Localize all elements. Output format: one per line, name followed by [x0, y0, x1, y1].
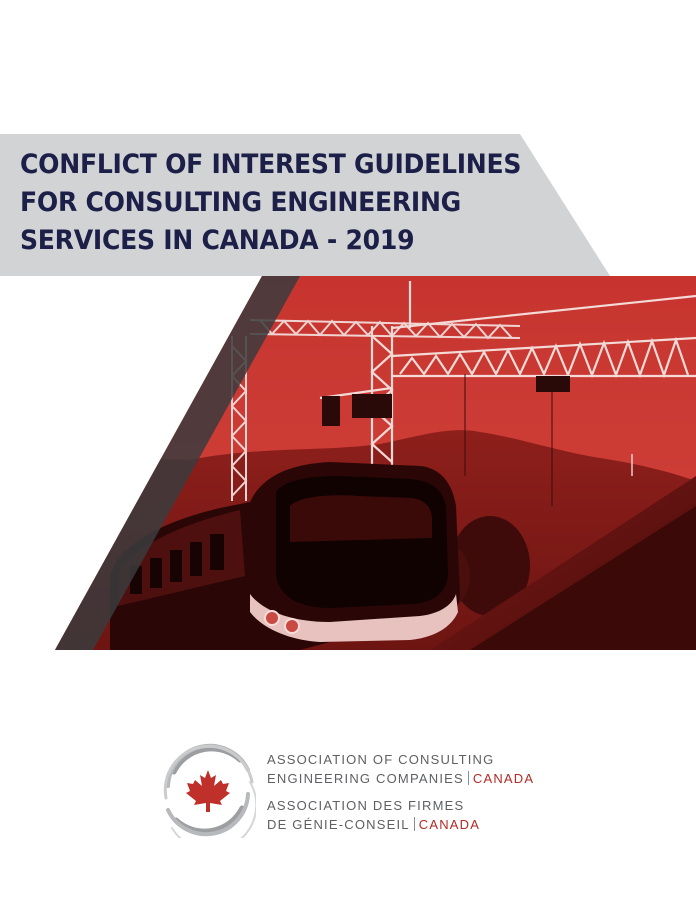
cover-photo	[0, 276, 696, 650]
organization-logo	[160, 742, 580, 842]
separator-bar	[468, 771, 469, 785]
organization-name	[267, 750, 587, 834]
logo-text-gap	[267, 788, 587, 796]
org-english-line2-row	[267, 769, 587, 788]
org-english-country: CANADA	[472, 771, 535, 786]
org-english-line2: ENGINEERING COMPANIES	[267, 771, 464, 786]
cover-photo-illustration	[0, 276, 696, 650]
maple-leaf-swoosh-icon	[160, 742, 256, 838]
title-line-3: SERVICES IN CANADA - 2019	[20, 225, 415, 256]
separator-bar	[414, 817, 415, 831]
title-line-2: FOR CONSULTING ENGINEERING	[20, 187, 462, 218]
org-english-line1: ASSOCIATION OF CONSULTING	[267, 752, 495, 767]
org-french-line2-row	[267, 815, 587, 834]
org-french-line2: DE GÉNIE-CONSEIL	[267, 817, 410, 832]
org-french-country: CANADA	[418, 817, 481, 832]
org-french-line1: ASSOCIATION DES FIRMES	[267, 798, 465, 813]
title-line-1: CONFLICT OF INTEREST GUIDELINES	[20, 149, 522, 180]
document-title	[20, 146, 580, 260]
